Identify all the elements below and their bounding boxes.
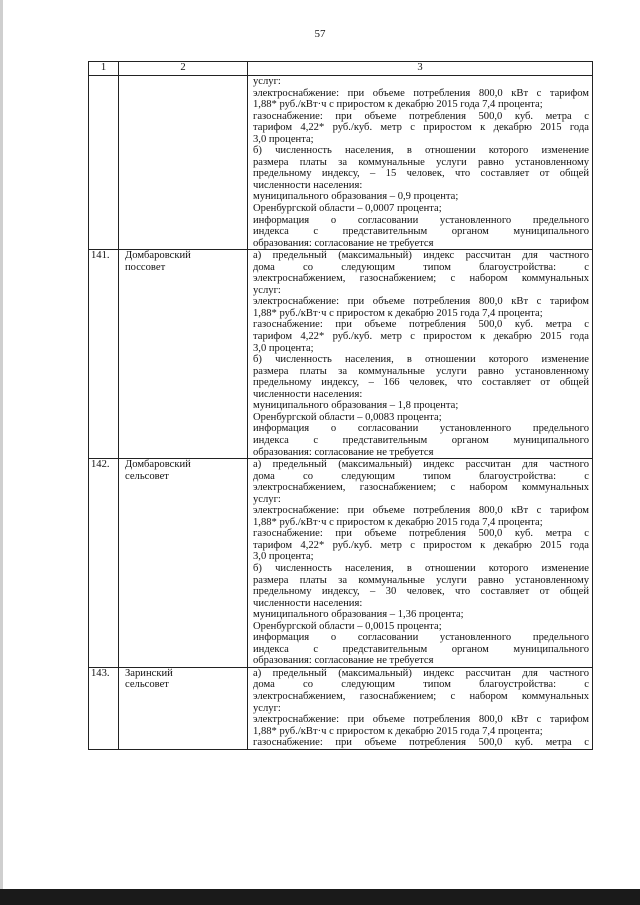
description-line: 3,0 процента;	[253, 342, 314, 354]
description-line: электроснабжением, газоснабжением; с набором коммунальных	[253, 690, 589, 702]
table-row	[89, 459, 593, 668]
description-line: электроснабжение: при объеме потребления 800,0 кВт с тарифом	[253, 296, 589, 308]
municipality-cell	[119, 250, 248, 459]
description-line: а) предельный (максимальный) индекс рассчитан для частного	[253, 250, 589, 262]
description-cell	[248, 459, 593, 668]
description-line: информация о согласовании установленного предельного	[253, 214, 589, 226]
description-line: электроснабжение: при объеме потребления 800,0 кВт с тарифом	[253, 505, 589, 517]
description-line: а) предельный (максимальный) индекс рассчитан для частного	[253, 667, 589, 679]
municipality-cell	[119, 459, 248, 668]
description-line: услуг:	[253, 76, 281, 87]
description-line: индекса с представительным органом муниципального	[253, 226, 589, 238]
table-row	[89, 667, 593, 749]
description-line: дома со следующим типом благоустройства: с	[253, 261, 589, 273]
description-line: размера платы за коммунальные услуги равно установленному	[253, 156, 589, 168]
header-col-2: 2	[119, 62, 248, 76]
description-line: услуг:	[253, 702, 281, 714]
description-line: образования: согласование не требуется	[253, 237, 434, 249]
row-number: 142.	[91, 459, 110, 471]
row-number: 141.	[91, 250, 110, 262]
description-line: газоснабжение: при объеме потребления 500,0 куб. метра с	[253, 528, 589, 540]
description-line: численности населения:	[253, 597, 363, 609]
scan-left-edge	[0, 0, 3, 905]
description-line: Оренбургской области – 0,0083 процента;	[253, 411, 442, 423]
description-line: б) численность населения, в отношении которого изменение	[253, 354, 589, 366]
description-line: газоснабжение: при объеме потребления 500,0 куб. метра с	[253, 737, 589, 749]
indices-table	[88, 61, 593, 750]
description-line: б) численность населения, в отношении которого изменение	[253, 145, 589, 157]
row-number-cell	[89, 459, 119, 668]
table-row	[89, 76, 593, 250]
description-line: численности населения:	[253, 179, 363, 191]
table-row	[89, 250, 593, 459]
description-line: дома со следующим типом благоустройства: с	[253, 679, 589, 691]
municipality-name-line: Домбаровский	[125, 459, 191, 471]
description-line: 1,88* руб./кВт·ч с приростом к декабрю 2015 года 7,4 процента;	[253, 516, 543, 528]
page-number: 57	[314, 28, 326, 40]
description-line: 1,88* руб./кВт·ч с приростом к декабрю 2015 года 7,4 процента;	[253, 99, 543, 111]
description-line: электроснабжение: при объеме потребления 800,0 кВт с тарифом	[253, 714, 589, 726]
description-line: электроснабжение: при объеме потребления 800,0 кВт с тарифом	[253, 87, 589, 99]
row-number-cell	[89, 667, 119, 749]
municipality-name-line: сельсовет	[125, 470, 169, 482]
description-line: предельному индексу, – 30 человек, что составляет от общей	[253, 586, 589, 598]
description-line: предельному индексу, – 15 человек, что составляет от общей	[253, 168, 589, 180]
description-cell	[248, 667, 593, 749]
description-line: информация о согласовании установленного предельного	[253, 632, 589, 644]
description-line: 1,88* руб./кВт·ч с приростом к декабрю 2015 года 7,4 процента;	[253, 307, 543, 319]
description-line: образования: согласование не требуется	[253, 446, 434, 458]
description-line: дома со следующим типом благоустройства: с	[253, 470, 589, 482]
description-line: тарифом 4,22* руб./куб. метр с приростом к декабрю 2015 года	[253, 122, 589, 134]
description-line: Оренбургской области – 0,0007 процента;	[253, 203, 442, 215]
description-line: газоснабжение: при объеме потребления 500,0 куб. метра с	[253, 110, 589, 122]
description-line: численности населения:	[253, 388, 363, 400]
municipality-cell	[119, 76, 248, 250]
description-line: 3,0 процента;	[253, 551, 314, 563]
description-cell	[248, 76, 593, 250]
description-line: размера платы за коммунальные услуги равно установленному	[253, 574, 589, 586]
municipality-cell	[119, 667, 248, 749]
row-number-cell	[89, 76, 119, 250]
description-line: тарифом 4,22* руб./куб. метр с приростом к декабрю 2015 года	[253, 331, 589, 343]
description-line: муниципального образования – 0,9 процента;	[253, 191, 459, 203]
description-line: 3,0 процента;	[253, 133, 314, 145]
description-line: б) численность населения, в отношении которого изменение	[253, 562, 589, 574]
municipality-name-line: сельсовет	[125, 679, 169, 691]
description-line: индекса с представительным органом муниципального	[253, 643, 589, 655]
description-cell	[248, 250, 593, 459]
description-line: индекса с представительным органом муниципального	[253, 434, 589, 446]
header-col-1: 1	[89, 62, 119, 76]
header-col-3: 3	[248, 62, 593, 76]
description-line: предельному индексу, – 166 человек, что составляет от общей	[253, 377, 589, 389]
description-line: услуг:	[253, 493, 281, 505]
description-line: а) предельный (максимальный) индекс рассчитан для частного	[253, 459, 589, 471]
description-line: муниципального образования – 1,36 процента;	[253, 609, 464, 621]
municipality-name-line: поссовет	[125, 261, 166, 273]
description-line: Оренбургской области – 0,0015 процента;	[253, 620, 442, 632]
description-line: электроснабжением, газоснабжением; с набором коммунальных	[253, 273, 589, 285]
description-line: размера платы за коммунальные услуги равно установленному	[253, 365, 589, 377]
row-number-cell	[89, 250, 119, 459]
description-line: электроснабжением, газоснабжением; с набором коммунальных	[253, 482, 589, 494]
scan-bottom-bar	[0, 889, 640, 905]
description-line: 1,88* руб./кВт·ч с приростом к декабрю 2015 года 7,4 процента;	[253, 725, 543, 737]
row-number: 143.	[91, 667, 110, 679]
table-body	[89, 76, 593, 750]
description-line: муниципального образования – 1,8 процента;	[253, 400, 459, 412]
description-line: информация о согласовании установленного предельного	[253, 423, 589, 435]
description-line: газоснабжение: при объеме потребления 500,0 куб. метра с	[253, 319, 589, 331]
description-line: тарифом 4,22* руб./куб. метр с приростом к декабрю 2015 года	[253, 539, 589, 551]
description-line: услуг:	[253, 284, 281, 296]
description-line: образования: согласование не требуется	[253, 655, 434, 667]
municipality-name-line: Домбаровский	[125, 250, 191, 262]
municipality-name-line: Заринский	[125, 667, 173, 679]
table-header-row	[89, 62, 593, 76]
